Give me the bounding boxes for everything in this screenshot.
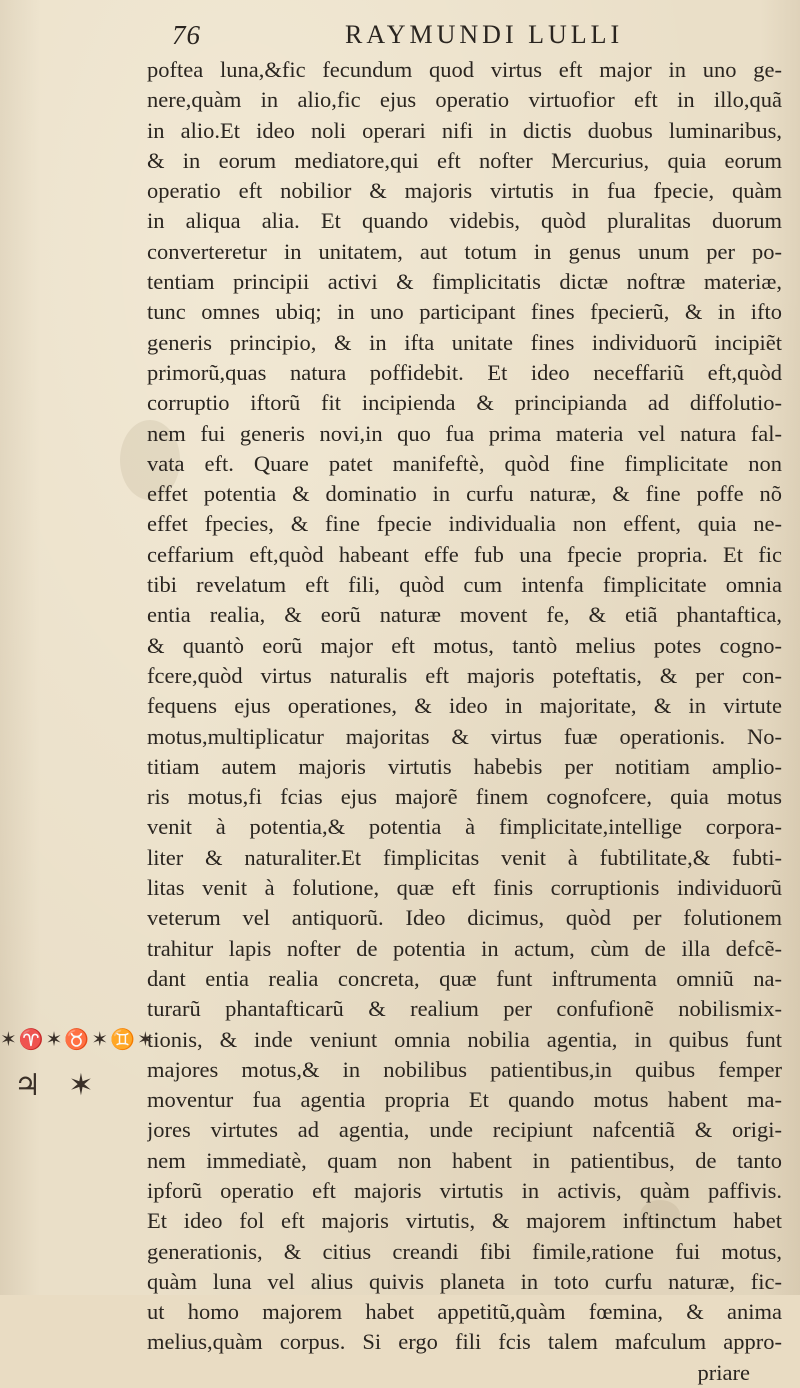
text-line: ris motus,fi fcias ejus majorẽ finem cognofcere, quia motus (147, 784, 782, 810)
text-line: tentiam principii activi & fimplicitatis dictæ noftræ materiæ, (147, 269, 782, 295)
text-line: generationis, & citius creandi fibi fimile,ratione fui motus, (147, 1238, 782, 1264)
text-line: turarũ phantafticarũ & realium per confufionẽ nobilismix- (147, 996, 782, 1022)
text-line: moventur fua agentia propria Et quando motus habent ma- (147, 1087, 782, 1113)
text-line: veterum vel antiquorũ. Ideo dicimus, quòd per folutionem (147, 905, 782, 931)
text-line: dant entia realia concreta, quæ funt inftrumenta omniũ na- (147, 965, 782, 991)
text-line: titiam autem majoris virtutis habebis per notitiam amplio- (147, 753, 782, 779)
text-line: & in eorum mediatore,qui eft nofter Mercurius, quia eorum (147, 147, 782, 173)
page-number: 76 (172, 20, 201, 50)
text-line: poftea luna,&fic fecundum quod virtus eft major in uno ge- (147, 57, 782, 82)
text-line: venit à potentia,& potentia à fimplicitate,intellige corpora- (147, 814, 782, 840)
text-line: ipforũ operatio eft majoris virtutis in activis, quàm paffivis. (147, 1177, 782, 1203)
text-line: quàm luna vel alius quivis planeta in toto curfu naturæ, fic- (147, 1268, 782, 1294)
text-line: litas venit à folutione, quæ eft finis corruptionis individuorũ (147, 875, 782, 901)
text-line: motus,multiplicatur majoritas & virtus fuæ operationis. No- (147, 723, 782, 749)
text-line: in alio.Et ideo noli operari nifi in dictis duobus luminaribus, (147, 117, 782, 143)
text-line: fcere,quòd virtus naturalis eft majoris poteftatis, & per con- (147, 662, 782, 688)
text-line: ut homo majorem habet appetitũ,quàm fœmina, & anima (147, 1299, 782, 1325)
text-line: primorũ,quas natura poffidebit. Et ideo neceffariũ eft,quòd (147, 359, 782, 385)
text-line: trahitur lapis nofter de potentia in actum, cùm de illa defcẽ- (147, 935, 782, 961)
text-line: tunc omnes ubiq; in uno participant fines fpecierũ, & in ifto (147, 299, 782, 325)
text-line: & quantò eorũ major eft motus, tantò melius potes cogno- (147, 632, 782, 658)
running-head: RAYMUNDI LULLI (345, 20, 624, 49)
marginal-symbols: ✶♈✶♉✶♊✶ (0, 1029, 156, 1051)
text-line: liter & naturaliter.Et fimplicitas venit à fubtilitate,& fubti- (147, 844, 782, 870)
text-line: generis principio, & in ifta unitate fines individuorũ incipiẽt (147, 329, 782, 355)
text-line: nem immediatè, quam non habent in patientibus, de tanto (147, 1147, 782, 1173)
text-line: ceffarium eft,quòd habeant effe fub una fpecie propria. Et fic (147, 541, 782, 567)
text-line: effet fpecies, & fine fpecie individualia non effent, quia ne- (147, 511, 782, 537)
text-line: corruptio iftorũ fit incipienda & principianda ad diffolutio- (147, 390, 782, 416)
text-line: effet potentia & dominatio in curfu naturæ, & fine poffe nõ (147, 481, 782, 507)
marginal-symbols: ♃ ✶ (14, 1069, 104, 1102)
text-line: operatio eft nobilior & majoris virtutis in fua fpecie, quàm (147, 178, 782, 204)
text-line: fequens ejus operationes, & ideo in majoritate, & in virtute (147, 693, 782, 719)
text-line: jores virtutes ad agentia, unde recipiunt nafcentiã & origi- (147, 1117, 782, 1143)
text-line: in aliqua alia. Et quando videbis, quòd pluralitas duorum (147, 208, 782, 234)
text-line: Et ideo fol eft majoris virtutis, & majorem inftinctum habet (147, 1208, 782, 1234)
catchword: priare (697, 1359, 750, 1385)
text-line: entia realia, & eorũ naturæ movent fe, & etiã phantaftica, (147, 602, 782, 628)
text-line: vata eft. Quare patet manifeftè, quòd fine fimplicitate non (147, 450, 782, 476)
text-line: majores motus,& in nobilibus patientibus,in quibus femper (147, 1056, 782, 1082)
text-line: nem fui generis novi,in quo fua prima materia vel natura fal- (147, 420, 782, 446)
text-line: converteretur in unitatem, aut totum in genus unum per po- (147, 238, 782, 264)
text-line: nere,quàm in alio,fic ejus operatio virtuofior eft in illo,quã (147, 87, 782, 113)
text-line: tibi revelatum eft fili, quòd cum intenfa fimplicitate omnia (147, 572, 782, 598)
text-line: tionis, & inde veniunt omnia nobilia agentia, in quibus funt (147, 1026, 782, 1052)
text-line: melius,quàm corpus. Si ergo fili fcis talem mafculum appro- (147, 1329, 782, 1355)
body-text (147, 55, 782, 1388)
